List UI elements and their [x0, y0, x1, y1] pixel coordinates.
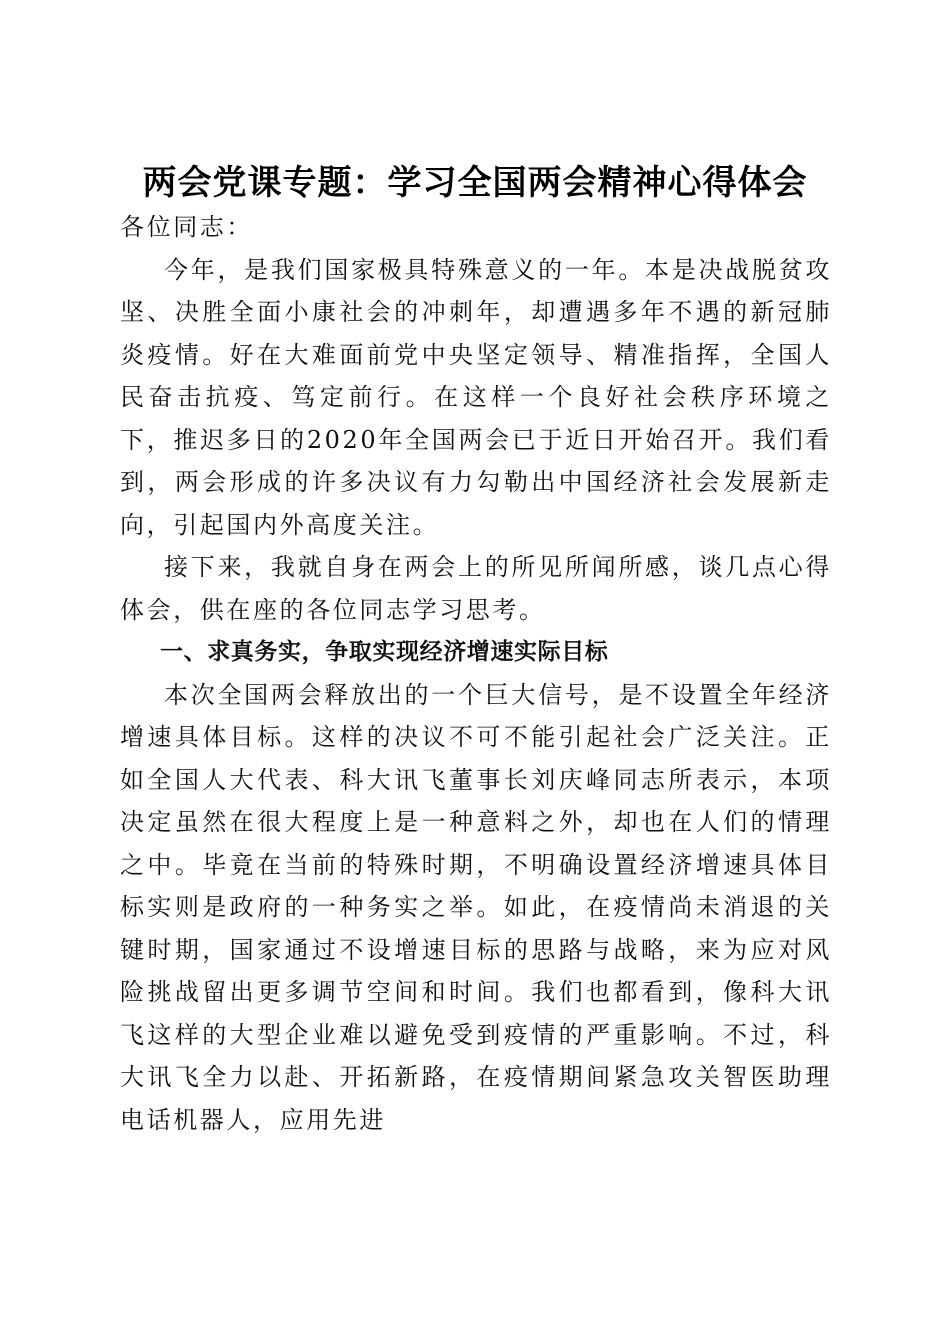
document-title: 两会党课专题：学习全国两会精神心得体会 — [142, 162, 808, 203]
salutation: 各位同志： — [120, 213, 253, 241]
paragraph-outline: 接下来，我就自身在两会上的所见所闻所感，谈几点心得体会，供在座的各位同志学习思考。 — [120, 553, 832, 624]
document-body — [120, 206, 832, 1141]
paragraph-intro: 今年，是我们国家极具特殊意义的一年。本是决战脱贫攻坚、决胜全面小康社会的冲刺年，却遭遇多年不遇的新冠肺炎疫情。好在大难面前党中央坚定领导、精准指挥，全国人民奋击抗疫、笃定前行。在这样一个良好社会秩序环境之下，推迟多日的2020年全国两会已于近日开始召开。我们看到，两会形成的许多决议有力勾勒出中国经济社会发展新走向，引起国内外高度关注。 — [120, 255, 832, 539]
section-heading: 一、求真务实，争取实现经济增速实际目标 — [160, 639, 609, 665]
paragraph-section-one: 本次全国两会释放出的一个巨大信号，是不设置全年经济增速具体目标。这样的决议不可不能引起社会广泛关注。正如全国人大代表、科大讯飞董事长刘庆峰同志所表示，本项决定虽然在很大程度上是一种意料之外，却也在人们的情理之中。毕竟在当前的特殊时期，不明确设置经济增速具体目标实则是政府的一种务实之举。如此，在疫情尚未消退的关键时期，国家通过不设增速目标的思路与战略，来为应对风险挑战留出更多调节空间和时间。我们也都看到，像科大讯飞这样的大型企业难以避免受到疫情的严重影响。不过，科大讯飞全力以赴、开拓新路，在疫情期间紧急攻关智医助理电话机器人，应用先进 — [120, 680, 832, 1134]
